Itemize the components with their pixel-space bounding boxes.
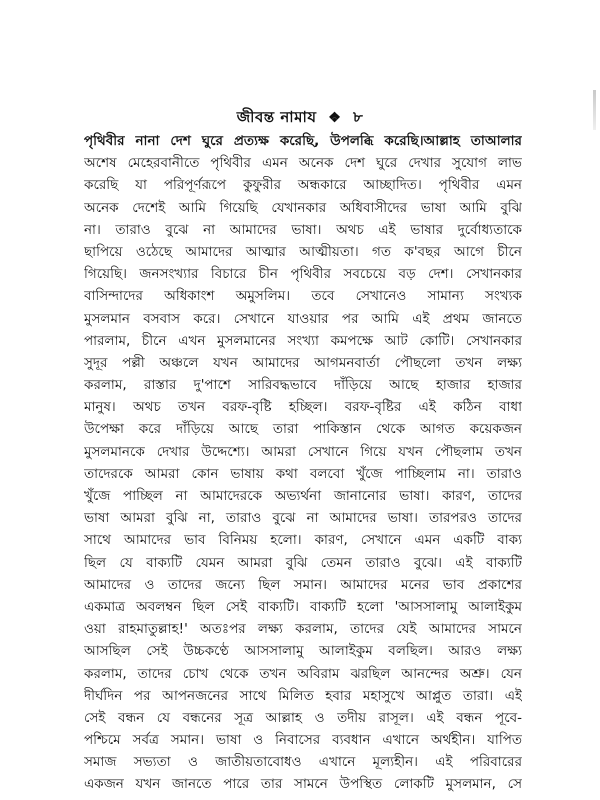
text-line: আমাদের ও তাদের জন্যে ছিল সমান। আমাদের মনের ভাব প্রকাশের xyxy=(84,576,522,593)
text-line: সুদূর পল্লী অঞ্চলে যখন আমাদের আগমনবার্তা পৌছলো তখন লক্ষ্য xyxy=(84,354,522,371)
text-line: অনেক দেশেই আমি গিয়েছি যেখানকার অধিবাসীদের ভাষা আমি বুঝি xyxy=(84,199,522,216)
text-line: একমাত্র অবলম্বন ছিল সেই বাক্যটি। বাক্যটি হলো 'আসসালামু আলাইকুম xyxy=(84,598,522,615)
text-line: করলাম, তাদের চোখ থেকে তখন অবিরাম ঝরছিল আনন্দের অশ্রু। যেন xyxy=(84,665,522,682)
text-line: পশ্চিমে সর্বত্র সমান। ভাষা ও নিবাসের ব্যবধান এখানে অর্থহীন। যাপিত xyxy=(84,732,522,749)
text-line: পৃথিবীর নানা দেশ ঘুরে প্রত্যক্ষ করেছি, উপলব্ধি করেছি।আল্লাহ তাআলার xyxy=(84,133,522,149)
text-line: তাদেরকে আমরা কোন ভাষায় কথা বলবো খুঁজে পাচ্ছিলাম না। তারাও xyxy=(84,465,522,482)
text-line: গিয়েছি। জনসংখ্যার বিচারে চীন পৃথিবীর সবচেয়ে বড় দেশ। সেখানকার xyxy=(84,266,522,283)
text-line: পারলাম, চীনে এখন মুসলমানের সংখ্যা কমপক্ষে আট কোটি। সেখানকার xyxy=(84,332,522,349)
text-line: ছাপিয়ে ওঠেছে আমাদের আত্মার আত্মীয়তা। গত ক'বছর আগে চীনে xyxy=(84,243,522,260)
text-line: উপেক্ষা করে দাঁড়িয়ে আছে তারা পাকিস্তান থেকে আগত কয়েকজন xyxy=(84,421,522,438)
text-line: একজন যখন জানতে পারে তার সামনে উপস্থিত লোকটি মুসলমান, সে xyxy=(84,776,522,793)
text-line: মুসলমানকে দেখার উদ্দেশ্যে। আমরা সেখানে গিয়ে যখন পৌছলাম তখন xyxy=(84,443,522,460)
text-line: অশেষ মেহেরবানীতে পৃথিবীর এমন অনেক দেশ ঘুরে দেখার সুযোগ লাভ xyxy=(84,155,522,172)
text-line: সাথে আমাদের ভাব বিনিময় হলো। কারণ, সেখানে এমন একটি বাক্য xyxy=(84,532,522,549)
text-line: বাসিন্দাদের অধিকাংশ অমুসলিম। তবে সেখানেও সামান্য সংখ্যক xyxy=(84,288,522,305)
text-line: মুসলমান বসবাস করে। সেখানে যাওয়ার পর আমি এই প্রথম জানতে xyxy=(84,310,522,327)
text-line: সেই বন্ধন যে বন্ধনের সূত্র আল্লাহ ও তদীয় রাসূল। এই বন্ধন পূবে- xyxy=(84,709,522,726)
book-title: জীবন্ত নামায xyxy=(236,108,317,126)
ornament-separator: ❖ xyxy=(328,110,342,126)
running-header xyxy=(0,106,600,131)
text-line: করেছি যা পরিপূর্ণরূপে কুফুরীর অন্ধকারে আচ্ছাদিত। পৃথিবীর এমন xyxy=(84,177,522,194)
text-line: ছিল যে বাক্যটি যেমন আমরা বুঝি তেমন তারাও বুঝে। এই বাক্যটি xyxy=(84,554,522,571)
body-text xyxy=(84,130,522,796)
page-number: ৮ xyxy=(353,108,364,126)
text-line: আসছিল সেই উচ্চকণ্ঠে আসসালামু আলাইকুম বলছিল। আরও লক্ষ্য xyxy=(84,643,522,660)
text-line: দীর্ঘদিন পর আপনজনের সাথে মিলিত হবার মহাসুখে আপ্লুত তারা। এই xyxy=(84,687,522,704)
text-line: মানুষ। অথচ তখন বরফ-বৃষ্টি হচ্ছিল। বরফ-বৃষ্টির এই কঠিন বাধা xyxy=(84,399,522,416)
text-line: ওয়া রাহমাতুল্লাহ!' অতঃপর লক্ষ্য করলাম, তাদের যেই আমাদের সামনে xyxy=(84,621,522,638)
text-line: করলাম, রাস্তার দু'পাশে সারিবদ্ধভাবে দাঁড়িয়ে আছে হাজার হাজার xyxy=(84,377,522,394)
text-line: না। তারাও বুঝে না আমাদের ভাষা। অথচ এই ভাষার দুর্বোধ্যতাকে xyxy=(84,221,522,238)
text-line: সমাজ সভ্যতা ও জাতীয়তাবোধও এখানে মূল্যহীন। এই পরিবারের xyxy=(84,754,522,771)
text-line: খুঁজে পাচ্ছিল না আমাদেরকে অভ্যর্থনা জানানোর ভাষা। কারণ, তাদের xyxy=(84,488,522,504)
text-line: ভাষা আমরা বুঝি না, তারাও বুঝে না আমাদের ভাষা। তারপরও তাদের xyxy=(84,510,522,527)
